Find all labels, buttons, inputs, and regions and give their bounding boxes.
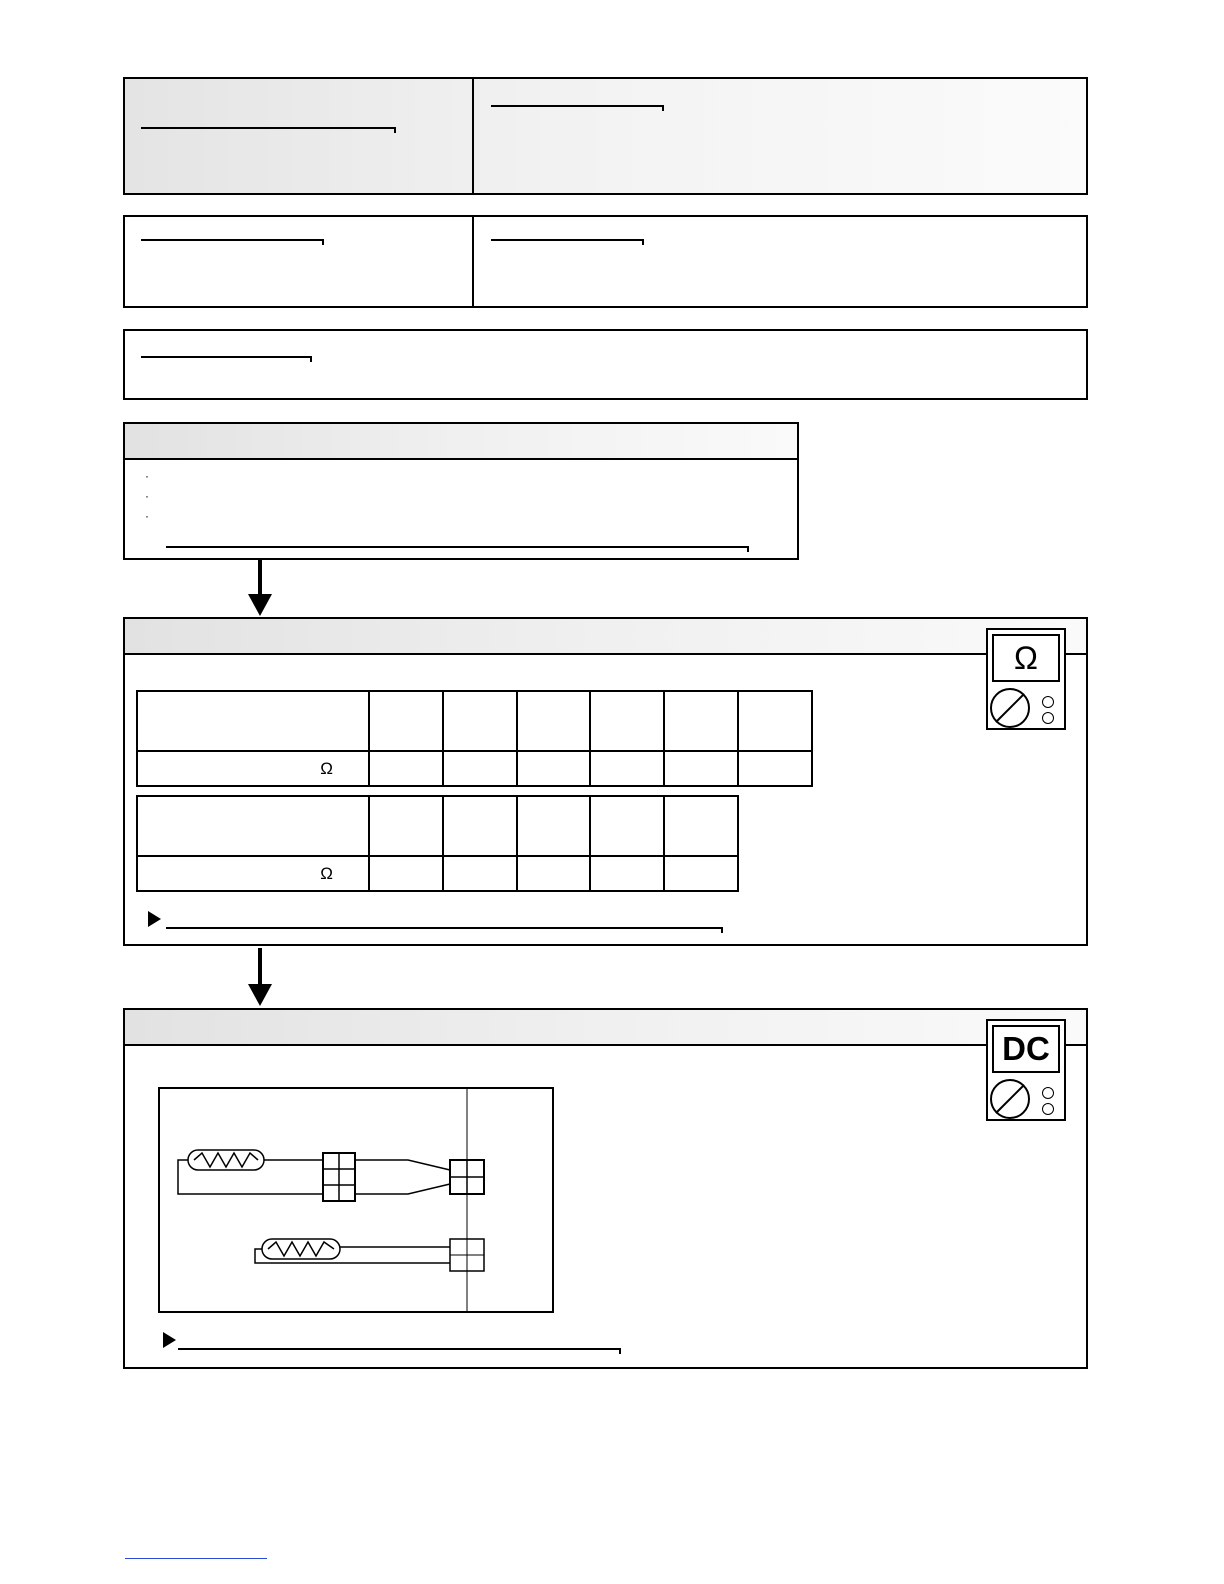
resistance-table-1-label-cell xyxy=(137,691,369,751)
resistance-table-2-col xyxy=(369,796,443,856)
dc-voltmeter-icon xyxy=(986,1019,1066,1121)
resistance-table-1-unit-cell xyxy=(137,751,369,786)
info-title-line-left xyxy=(141,127,395,129)
step-voltage-header xyxy=(125,1010,1086,1046)
resistance-table-2-value xyxy=(590,856,664,891)
step-resistance-header xyxy=(125,619,1086,655)
info-box-bottom xyxy=(123,329,1088,400)
step-voltage-box xyxy=(123,1008,1088,1369)
board-connector-1-icon xyxy=(450,1160,484,1194)
ohm-meter-display: Ω xyxy=(992,634,1060,682)
footer-link-line[interactable] xyxy=(125,1558,267,1559)
meter-jack-icon xyxy=(1042,1103,1054,1115)
info-title-line-right xyxy=(491,105,663,107)
precheck-bullet-1: · xyxy=(145,469,149,483)
resistance-table-2-col xyxy=(443,796,517,856)
precheck-header xyxy=(125,424,797,460)
resistance-table-2-value xyxy=(443,856,517,891)
info-box-top-divider xyxy=(472,79,474,193)
resistance-table-1-col xyxy=(517,691,591,751)
result-pointer-icon xyxy=(148,911,161,927)
resistance-table-2-col xyxy=(590,796,664,856)
thermistor-wiring-diagram xyxy=(158,1087,558,1315)
precheck-bullet-3: · xyxy=(145,509,149,523)
resistance-table-2-value xyxy=(369,856,443,891)
info-note-line xyxy=(141,356,311,358)
resistance-table-1-col xyxy=(443,691,517,751)
info-subtitle-line-right xyxy=(491,239,643,241)
step-voltage-result-line xyxy=(178,1348,620,1350)
meter-jack-icon xyxy=(1042,696,1054,708)
resistance-table-1-value xyxy=(517,751,591,786)
resistance-table-2 xyxy=(136,795,739,892)
precheck-bullet-2: · xyxy=(145,489,149,503)
result-pointer-icon xyxy=(163,1332,176,1348)
info-box-middle-divider xyxy=(472,217,474,306)
resistance-table-2-col xyxy=(664,796,738,856)
info-subtitle-line-left xyxy=(141,239,323,241)
ohm-unit-label: Ω xyxy=(320,759,333,778)
meter-jack-icon xyxy=(1042,1087,1054,1099)
flow-arrow-2-head xyxy=(248,984,272,1006)
board-connector-2-icon xyxy=(450,1239,484,1271)
resistance-table-1-col xyxy=(664,691,738,751)
info-box-middle xyxy=(123,215,1088,308)
flow-arrow-1-shaft xyxy=(258,560,262,596)
resistance-table-1-col xyxy=(590,691,664,751)
resistance-table-2-col xyxy=(517,796,591,856)
precheck-line xyxy=(166,546,748,548)
ohm-unit-label: Ω xyxy=(320,864,333,883)
precheck-box xyxy=(123,422,799,560)
resistance-table-1-value xyxy=(443,751,517,786)
resistance-table-2-label-cell xyxy=(137,796,369,856)
meter-dial-icon xyxy=(990,688,1030,728)
resistance-table-1-value xyxy=(369,751,443,786)
dc-meter-display: DC xyxy=(992,1025,1060,1073)
resistance-table-2-value xyxy=(664,856,738,891)
resistance-table-1-col xyxy=(738,691,812,751)
resistance-table-1-col xyxy=(369,691,443,751)
info-box-top xyxy=(123,77,1088,195)
resistance-table-2-value xyxy=(517,856,591,891)
meter-dial-icon xyxy=(990,1079,1030,1119)
flow-arrow-2-shaft xyxy=(258,948,262,986)
resistance-table-1 xyxy=(136,690,813,787)
step-resistance-box xyxy=(123,617,1088,946)
step-resistance-result-line xyxy=(166,927,722,929)
resistance-table-1-value xyxy=(664,751,738,786)
meter-jack-icon xyxy=(1042,712,1054,724)
flow-arrow-1-head xyxy=(248,594,272,616)
ohm-meter-icon xyxy=(986,628,1066,730)
resistance-table-1-value xyxy=(738,751,812,786)
resistance-table-1-value xyxy=(590,751,664,786)
resistance-table-2-unit-cell xyxy=(137,856,369,891)
connector-1-icon xyxy=(323,1153,355,1201)
